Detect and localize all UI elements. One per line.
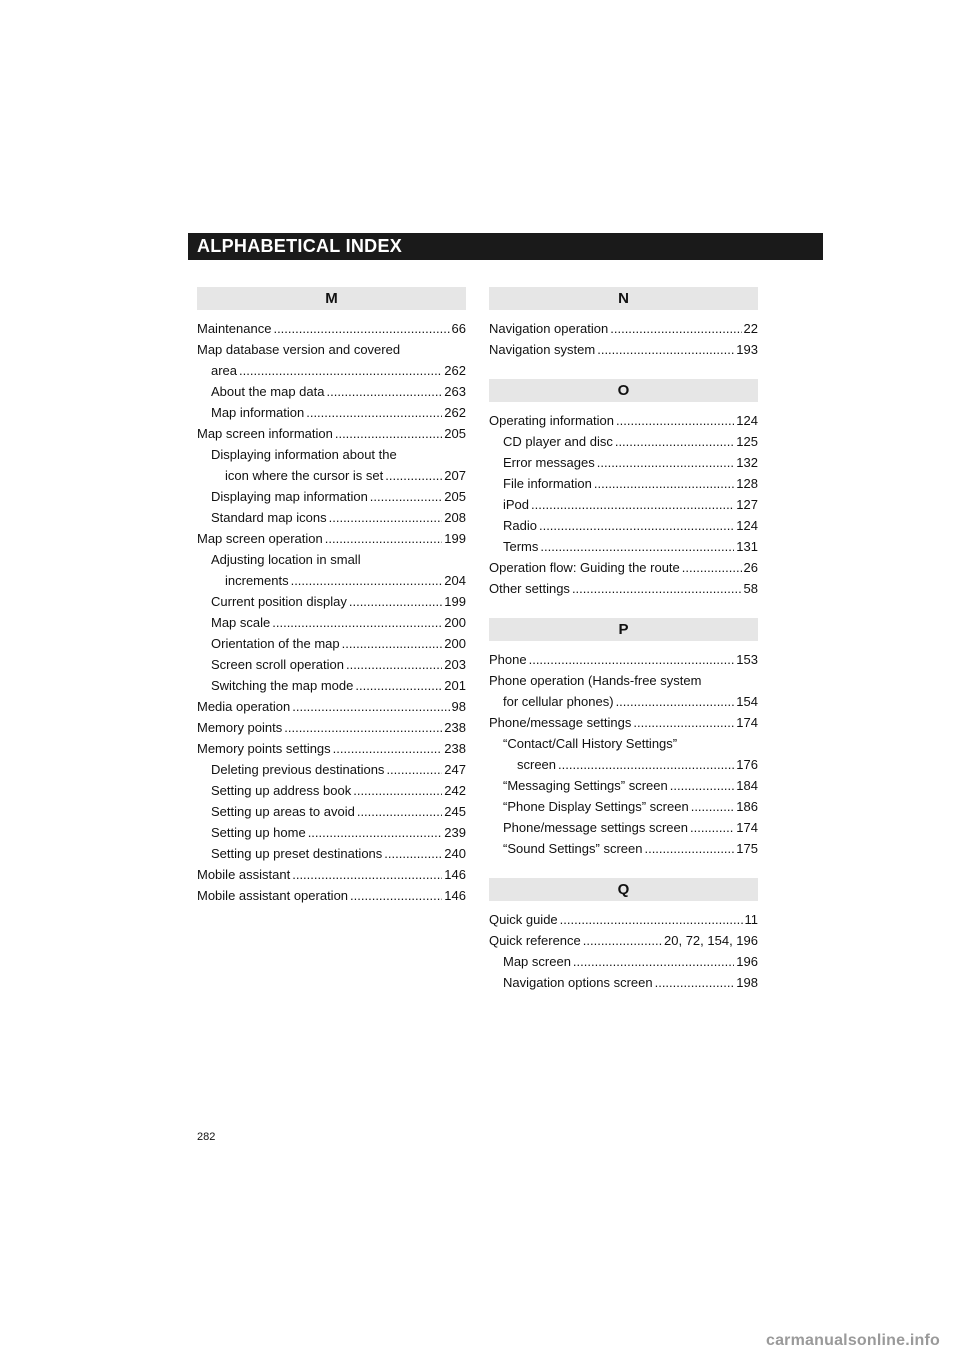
section-letter-p: P bbox=[489, 618, 758, 641]
index-entry[interactable] bbox=[197, 549, 466, 591]
entry-page-ref[interactable]: 240 bbox=[444, 846, 466, 861]
dot-leader bbox=[529, 649, 735, 670]
index-entry[interactable] bbox=[489, 410, 758, 431]
dot-leader bbox=[616, 410, 734, 431]
section-gap bbox=[489, 360, 758, 379]
index-entry[interactable] bbox=[197, 738, 466, 759]
dot-leader bbox=[531, 494, 734, 515]
index-entry[interactable] bbox=[489, 817, 758, 838]
entry-page-ref[interactable]: 154 bbox=[736, 694, 758, 709]
entry-text: Maintenance bbox=[197, 321, 272, 336]
entry-text: Map scale bbox=[211, 615, 271, 630]
entry-page-ref[interactable]: 132 bbox=[736, 455, 758, 470]
entry-page-ref[interactable]: 238 bbox=[444, 720, 466, 735]
dot-leader bbox=[239, 360, 442, 381]
entry-text: Displaying map information bbox=[211, 489, 368, 504]
page-title: ALPHABETICAL INDEX bbox=[197, 236, 403, 256]
dot-leader bbox=[292, 696, 449, 717]
entry-text: for cellular phones) bbox=[503, 694, 614, 709]
entry-page-ref[interactable]: 186 bbox=[736, 799, 758, 814]
dot-leader bbox=[326, 381, 442, 402]
dot-leader bbox=[335, 423, 442, 444]
entry-page-ref[interactable]: 176 bbox=[736, 757, 758, 772]
entry-page-ref[interactable]: 125 bbox=[736, 434, 758, 449]
index-entry[interactable] bbox=[197, 318, 466, 339]
entry-page-ref[interactable]: 199 bbox=[444, 531, 466, 546]
dot-leader bbox=[615, 431, 734, 452]
entry-page-ref[interactable]: 207 bbox=[444, 468, 466, 483]
entry-page-ref[interactable]: 20, 72, 154, 196 bbox=[664, 933, 758, 948]
page-number: 282 bbox=[197, 1131, 216, 1143]
entry-page-ref[interactable]: 184 bbox=[736, 778, 758, 793]
entry-page-ref[interactable]: 174 bbox=[736, 715, 758, 730]
index-entry[interactable] bbox=[489, 930, 758, 951]
watermark: carmanualsonline.info bbox=[765, 1332, 940, 1349]
entry-text: Phone/message settings bbox=[489, 715, 632, 730]
entry-text: Memory points settings bbox=[197, 741, 331, 756]
dot-leader bbox=[284, 717, 442, 738]
index-entry[interactable] bbox=[489, 909, 758, 930]
section-gap bbox=[489, 859, 758, 878]
index-entry[interactable] bbox=[489, 838, 758, 859]
entry-text: Terms bbox=[503, 539, 539, 554]
entry-page-ref[interactable]: 124 bbox=[736, 413, 758, 428]
entry-text: Orientation of the map bbox=[211, 636, 340, 651]
index-entry[interactable] bbox=[489, 951, 758, 972]
dot-leader bbox=[655, 972, 735, 993]
entry-page-ref[interactable]: 204 bbox=[444, 573, 466, 588]
dot-leader bbox=[355, 675, 442, 696]
entry-text: Mobile assistant bbox=[197, 867, 291, 882]
index-entry[interactable] bbox=[197, 612, 466, 633]
dot-leader bbox=[558, 754, 734, 775]
index-entry[interactable] bbox=[197, 801, 466, 822]
entry-text: increments bbox=[225, 573, 289, 588]
index-column-right bbox=[489, 287, 758, 993]
dot-leader bbox=[644, 838, 734, 859]
entry-text: “Sound Settings” screen bbox=[503, 841, 643, 856]
entry-text: “Phone Display Settings” screen bbox=[503, 799, 689, 814]
entry-page-ref[interactable]: 245 bbox=[444, 804, 466, 819]
dot-leader bbox=[633, 712, 734, 733]
entry-page-ref[interactable]: 175 bbox=[736, 841, 758, 856]
entry-page-ref[interactable]: 196 bbox=[736, 954, 758, 969]
entry-page-ref[interactable]: 26 bbox=[743, 560, 758, 575]
index-entry[interactable] bbox=[197, 843, 466, 864]
entry-text: Navigation system bbox=[489, 342, 596, 357]
entry-text: Quick guide bbox=[489, 912, 558, 927]
index-entry[interactable] bbox=[197, 675, 466, 696]
entry-page-ref[interactable]: 174 bbox=[736, 820, 758, 835]
entry-page-ref[interactable]: 205 bbox=[444, 426, 466, 441]
entry-page-ref[interactable]: 98 bbox=[451, 699, 466, 714]
index-entry[interactable] bbox=[197, 822, 466, 843]
index-entry[interactable] bbox=[197, 507, 466, 528]
dot-leader bbox=[597, 452, 735, 473]
entry-text: Radio bbox=[503, 518, 537, 533]
index-entry[interactable] bbox=[489, 494, 758, 515]
dot-leader bbox=[357, 801, 442, 822]
index-entry[interactable] bbox=[197, 717, 466, 738]
entry-text: Setting up home bbox=[211, 825, 306, 840]
entry-text: Current position display bbox=[211, 594, 347, 609]
dot-leader bbox=[370, 486, 443, 507]
index-column-left bbox=[197, 287, 466, 906]
entry-page-ref[interactable]: 200 bbox=[444, 636, 466, 651]
dot-leader bbox=[272, 612, 442, 633]
entry-page-ref[interactable]: 193 bbox=[736, 342, 758, 357]
dot-leader bbox=[384, 843, 442, 864]
entry-page-ref[interactable]: 199 bbox=[444, 594, 466, 609]
index-entry[interactable] bbox=[197, 486, 466, 507]
dot-leader bbox=[597, 339, 734, 360]
entry-text: Setting up preset destinations bbox=[211, 846, 383, 861]
index-entry[interactable] bbox=[197, 423, 466, 444]
entry-text: CD player and disc bbox=[503, 434, 613, 449]
entry-text: Setting up areas to avoid bbox=[211, 804, 355, 819]
index-entry[interactable] bbox=[489, 578, 758, 599]
entry-text: File information bbox=[503, 476, 592, 491]
dot-leader bbox=[350, 885, 442, 906]
dot-leader bbox=[346, 654, 442, 675]
dot-leader bbox=[329, 507, 443, 528]
entry-page-ref[interactable]: 198 bbox=[736, 975, 758, 990]
entry-text: Displaying information about the bbox=[211, 447, 397, 462]
entry-text: Standard map icons bbox=[211, 510, 327, 525]
index-entry[interactable] bbox=[197, 780, 466, 801]
entry-text: About the map data bbox=[211, 384, 325, 399]
index-entry[interactable] bbox=[197, 759, 466, 780]
entry-page-ref[interactable]: 153 bbox=[736, 652, 758, 667]
index-entry[interactable] bbox=[197, 654, 466, 675]
dot-leader bbox=[572, 578, 742, 599]
dot-leader bbox=[691, 796, 735, 817]
dot-leader bbox=[594, 473, 734, 494]
entry-text: “Contact/Call History Settings” bbox=[503, 736, 678, 751]
index-entry[interactable] bbox=[197, 528, 466, 549]
dot-leader bbox=[573, 951, 734, 972]
entry-page-ref[interactable]: 22 bbox=[743, 321, 758, 336]
entry-text: Phone bbox=[489, 652, 527, 667]
dot-leader bbox=[273, 318, 449, 339]
index-entry[interactable] bbox=[489, 775, 758, 796]
dot-leader bbox=[292, 864, 442, 885]
entry-text: Quick reference bbox=[489, 933, 581, 948]
entry-text: Memory points bbox=[197, 720, 283, 735]
dot-leader bbox=[308, 822, 443, 843]
entry-text: screen bbox=[517, 757, 557, 772]
entry-text: icon where the cursor is set bbox=[225, 468, 384, 483]
entry-text: iPod bbox=[503, 497, 530, 512]
entry-text: Map screen bbox=[503, 954, 571, 969]
dot-leader bbox=[349, 591, 442, 612]
dot-leader bbox=[342, 633, 443, 654]
index-entry[interactable] bbox=[489, 796, 758, 817]
entry-page-ref[interactable]: 205 bbox=[444, 489, 466, 504]
index-entry[interactable] bbox=[197, 381, 466, 402]
dot-leader bbox=[333, 738, 443, 759]
entry-text: Map information bbox=[211, 405, 305, 420]
entry-page-ref[interactable]: 124 bbox=[736, 518, 758, 533]
index-entry[interactable] bbox=[489, 536, 758, 557]
entry-text: Setting up address book bbox=[211, 783, 352, 798]
dot-leader bbox=[385, 465, 442, 486]
dot-leader bbox=[291, 570, 443, 591]
entry-page-ref[interactable]: 238 bbox=[444, 741, 466, 756]
index-entry[interactable] bbox=[489, 649, 758, 670]
index-entry[interactable] bbox=[489, 318, 758, 339]
entry-page-ref[interactable]: 128 bbox=[736, 476, 758, 491]
entry-text: Error messages bbox=[503, 455, 595, 470]
index-entry[interactable] bbox=[197, 633, 466, 654]
dot-leader bbox=[690, 817, 734, 838]
entry-page-ref[interactable]: 262 bbox=[444, 405, 466, 420]
entry-text: Map screen operation bbox=[197, 531, 323, 546]
dot-leader bbox=[583, 930, 662, 951]
page-title-banner bbox=[188, 233, 823, 260]
index-entry[interactable] bbox=[489, 515, 758, 536]
section-letter-q: Q bbox=[489, 878, 758, 901]
index-entry[interactable] bbox=[489, 339, 758, 360]
entry-page-ref[interactable]: 239 bbox=[444, 825, 466, 840]
index-entry[interactable] bbox=[197, 885, 466, 906]
dot-leader bbox=[386, 759, 442, 780]
index-entry[interactable] bbox=[489, 473, 758, 494]
entry-page-ref[interactable]: 263 bbox=[444, 384, 466, 399]
dot-leader bbox=[610, 318, 741, 339]
dot-leader bbox=[682, 557, 742, 578]
entry-text: Map screen information bbox=[197, 426, 333, 441]
index-entry[interactable] bbox=[489, 712, 758, 733]
section-gap bbox=[489, 599, 758, 618]
entry-page-ref[interactable]: 131 bbox=[736, 539, 758, 554]
entry-text: Operating information bbox=[489, 413, 615, 428]
section-letter-o: O bbox=[489, 379, 758, 402]
entry-text: Media operation bbox=[197, 699, 291, 714]
dot-leader bbox=[670, 775, 735, 796]
entry-page-ref[interactable]: 247 bbox=[444, 762, 466, 777]
entry-page-ref[interactable]: 146 bbox=[444, 888, 466, 903]
index-entry[interactable] bbox=[489, 431, 758, 452]
index-entry[interactable] bbox=[489, 733, 758, 775]
entry-text: Phone operation (Hands-free system bbox=[489, 673, 702, 688]
index-entry[interactable] bbox=[489, 452, 758, 473]
entry-text: “Messaging Settings” screen bbox=[503, 778, 668, 793]
entry-page-ref[interactable]: 201 bbox=[444, 678, 466, 693]
index-entry[interactable] bbox=[197, 444, 466, 486]
dot-leader bbox=[540, 536, 734, 557]
index-entry[interactable] bbox=[197, 402, 466, 423]
dot-leader bbox=[306, 402, 442, 423]
entry-text: Phone/message settings screen bbox=[503, 820, 688, 835]
entry-text: Navigation options screen bbox=[503, 975, 653, 990]
index-entry[interactable] bbox=[197, 591, 466, 612]
entry-page-ref[interactable]: 242 bbox=[444, 783, 466, 798]
entry-text: Mobile assistant operation bbox=[197, 888, 349, 903]
section-letter-n: N bbox=[489, 287, 758, 310]
entry-text: area bbox=[211, 363, 238, 378]
section-letter-m: M bbox=[197, 287, 466, 310]
entry-text: Deleting previous destinations bbox=[211, 762, 385, 777]
dot-leader bbox=[560, 909, 743, 930]
index-entry[interactable] bbox=[197, 696, 466, 717]
entry-text: Adjusting location in small bbox=[211, 552, 361, 567]
entry-page-ref[interactable]: 127 bbox=[736, 497, 758, 512]
entry-text: Map database version and covered bbox=[197, 342, 401, 357]
index-entry[interactable] bbox=[489, 972, 758, 993]
index-entry[interactable] bbox=[197, 864, 466, 885]
dot-leader bbox=[539, 515, 734, 536]
entry-text: Other settings bbox=[489, 581, 570, 596]
entry-page-ref[interactable]: 200 bbox=[444, 615, 466, 630]
entry-text: Navigation operation bbox=[489, 321, 609, 336]
entry-text: Switching the map mode bbox=[211, 678, 354, 693]
entry-page-ref[interactable]: 208 bbox=[444, 510, 466, 525]
entry-page-ref[interactable]: 58 bbox=[743, 581, 758, 596]
index-entry[interactable] bbox=[489, 557, 758, 578]
index-entry[interactable] bbox=[489, 670, 758, 712]
dot-leader bbox=[353, 780, 442, 801]
entry-page-ref[interactable]: 146 bbox=[444, 867, 466, 882]
entry-text: Screen scroll operation bbox=[211, 657, 344, 672]
dot-leader bbox=[616, 691, 735, 712]
entry-page-ref[interactable]: 203 bbox=[444, 657, 466, 672]
dot-leader bbox=[325, 528, 443, 549]
entry-text: Operation flow: Guiding the route bbox=[489, 560, 680, 575]
entry-page-ref[interactable]: 262 bbox=[444, 363, 466, 378]
entry-page-ref[interactable]: 11 bbox=[744, 912, 758, 927]
index-entry[interactable] bbox=[197, 339, 466, 381]
entry-page-ref[interactable]: 66 bbox=[451, 321, 466, 336]
